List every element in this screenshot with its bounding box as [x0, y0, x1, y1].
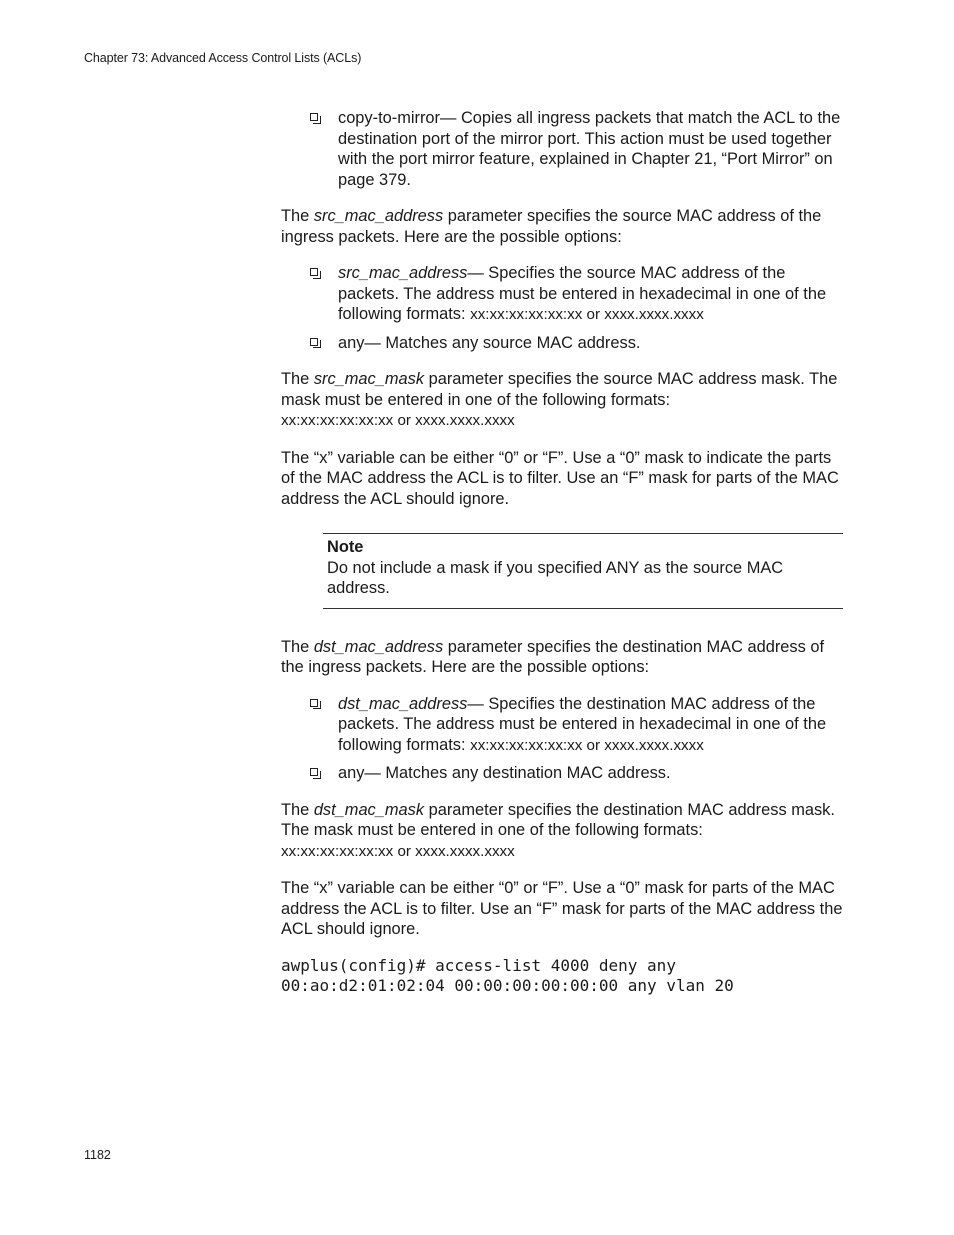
- text-run: parameter specifies the destination MAC address of the ingress packets. Here are the possible options:: [281, 637, 825, 676]
- text-run: parameter specifies the source MAC address of the ingress packets. Here are the possible options:: [281, 207, 822, 246]
- text-run: — Specifies the source MAC address of the packets. The address must be entered in hexadecimal in one of the following formats:: [338, 264, 827, 323]
- list-item: [281, 263, 843, 326]
- text-run: The: [281, 800, 314, 819]
- text-run: — Specifies the destination MAC address of the packets. The address must be entered in hexadecimal in one of the following formats:: [338, 694, 827, 754]
- note-body: Do not include a mask if you specified ANY as the source MAC address.: [327, 558, 784, 597]
- option-term: src_mac_address: [338, 264, 468, 282]
- mac-formats: xx:xx:xx:xx:xx:xx or xxxx.xxxx.xxxx: [281, 842, 515, 860]
- list-item: [281, 694, 843, 757]
- list-item: [281, 108, 843, 190]
- checkbox-bullet-icon: [310, 268, 318, 276]
- dst-mask-paragraph: [281, 800, 843, 863]
- src-x-variable-paragraph: The “x” variable can be either “0” or “F”. Use a “0” mask to indicate the parts of the MAC address the ACL is to filter. Use an “F” mask for parts of the MAC address the ACL should ignore.: [281, 448, 839, 508]
- list-item: [281, 333, 843, 354]
- checkbox-bullet-icon: [310, 768, 318, 776]
- text-run: parameter specifies the source MAC address mask. The mask must be entered in one of the following formats:: [281, 370, 838, 409]
- main-content: [281, 108, 843, 997]
- param-name: src_mac_address: [313, 207, 444, 225]
- param-name: dst_mac_mask: [313, 800, 425, 819]
- list-item: [281, 763, 843, 784]
- text-run: The: [281, 207, 314, 225]
- action-options-list: [281, 108, 843, 190]
- checkbox-bullet-icon: [310, 338, 318, 346]
- text-run: The: [281, 370, 314, 388]
- src-address-paragraph: [281, 206, 843, 247]
- option-any-text: any— Matches any source MAC address.: [338, 333, 641, 352]
- dst-address-options-list: [281, 694, 843, 784]
- option-any-text: any— Matches any destination MAC address.: [338, 764, 671, 782]
- mac-formats: xx:xx:xx:xx:xx:xx or xxxx.xxxx.xxxx: [470, 736, 704, 754]
- text-run: The: [281, 637, 314, 656]
- mac-formats: xx:xx:xx:xx:xx:xx or xxxx.xxxx.xxxx: [470, 306, 704, 323]
- src-mask-paragraph: [281, 369, 843, 432]
- param-name: dst_mac_address: [313, 637, 444, 656]
- command-example: [281, 956, 843, 997]
- param-name: src_mac_mask: [313, 370, 425, 388]
- running-header: Chapter 73: Advanced Access Control Lists (ACLs): [84, 51, 362, 65]
- mac-formats: xx:xx:xx:xx:xx:xx or xxxx.xxxx.xxxx: [281, 412, 515, 429]
- note-title: Note: [327, 538, 364, 556]
- copy-to-mirror-text: copy-to-mirror— Copies all ingress packets that match the ACL to the destination port of the mirror port. This action must be used together with the port mirror feature, explained in Chapter 21, “Port Mirror” on page 379.: [338, 109, 841, 189]
- code-line: awplus(config)# access-list 4000 deny any: [281, 955, 676, 975]
- text-run: parameter specifies the destination MAC address mask. The mask must be entered in one of the following formats:: [281, 800, 835, 839]
- dst-address-paragraph: [281, 637, 843, 678]
- code-line: 00:ao:d2:01:02:04 00:00:00:00:00:00 any vlan 20: [281, 976, 734, 995]
- option-term: dst_mac_address: [338, 694, 468, 713]
- note-box: [323, 533, 843, 609]
- src-address-options-list: [281, 263, 843, 353]
- dst-x-variable-paragraph: The “x” variable can be either “0” or “F”. Use a “0” mask for parts of the MAC address the ACL is to filter. Use an “F” mask for parts of the MAC address the ACL should ignore.: [281, 879, 843, 938]
- checkbox-bullet-icon: [310, 699, 318, 707]
- page-number: 1182: [84, 1148, 111, 1162]
- checkbox-bullet-icon: [310, 113, 318, 121]
